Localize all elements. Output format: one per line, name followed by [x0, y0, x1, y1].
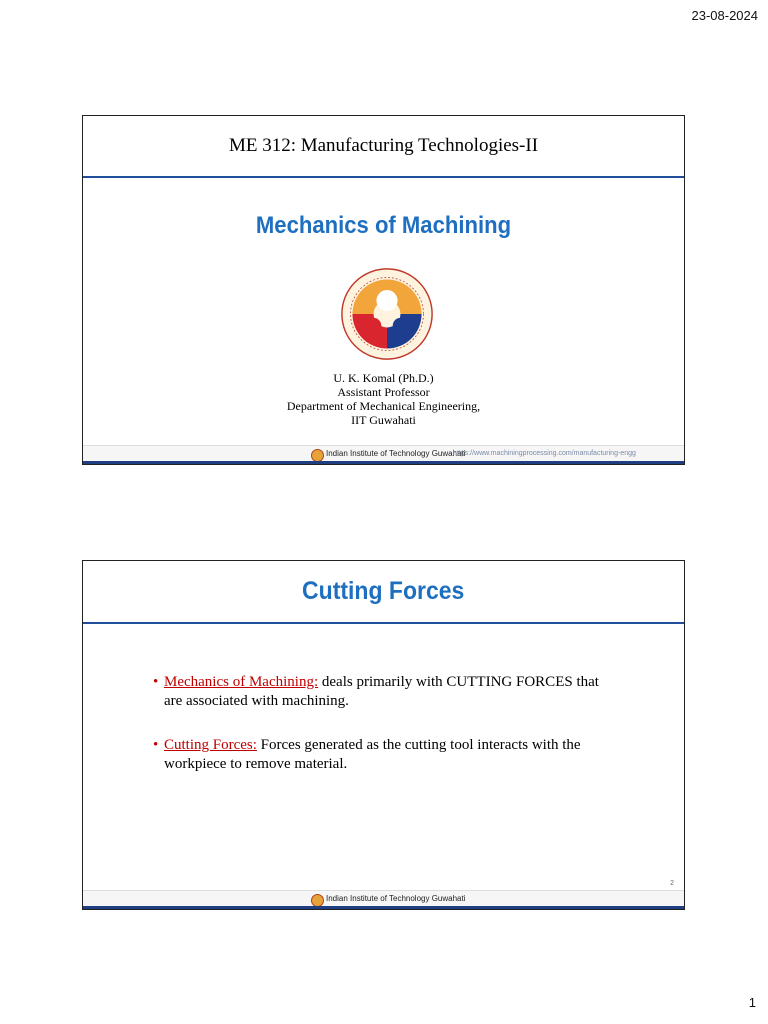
footer-institute-name: Indian Institute of Technology Guwahati [326, 894, 466, 903]
bullet-text: Forces generated as the cutting tool interacts with the workpiece to remove material. [164, 737, 581, 772]
bullet-list [153, 673, 613, 799]
footer-institute-name: Indian Institute of Technology Guwahati [326, 449, 466, 458]
footer-stripe [83, 906, 684, 909]
footer-stripe [83, 461, 684, 464]
page-number: 1 [748, 995, 756, 1010]
author-block [83, 371, 684, 427]
slide-2-title: Cutting Forces [302, 577, 465, 605]
iitg-logo-icon [339, 266, 435, 362]
bullet-text: deals primarily with CUTTING FORCES that are associated with machining. [164, 674, 599, 709]
bullet-item [153, 736, 613, 774]
slide-number: 2 [670, 880, 674, 887]
slide-1-footer [83, 445, 684, 464]
page-date: 23-08-2024 [691, 8, 758, 23]
footer-url-link[interactable]: https://www.machiningprocessing.com/manufacturing-engg [453, 450, 636, 457]
bullet-item [153, 673, 613, 711]
slide-1 [82, 115, 685, 465]
author-department: Department of Mechanical Engineering, [286, 399, 481, 413]
slide-2 [82, 560, 685, 910]
slide-1-header [83, 116, 684, 178]
course-title: ME 312: Manufacturing Technologies-II [228, 135, 539, 156]
author-position: Assistant Professor [337, 385, 430, 399]
slide-2-header [83, 561, 684, 624]
slide-2-footer [83, 890, 684, 909]
bullet-term: Mechanics of Machining: [164, 674, 319, 690]
author-name: U. K. Komal (Ph.D.) [333, 371, 434, 385]
author-institute: IIT Guwahati [351, 413, 416, 427]
bullet-term: Cutting Forces: [164, 737, 257, 753]
slide-1-title: Mechanics of Machining [255, 212, 512, 239]
